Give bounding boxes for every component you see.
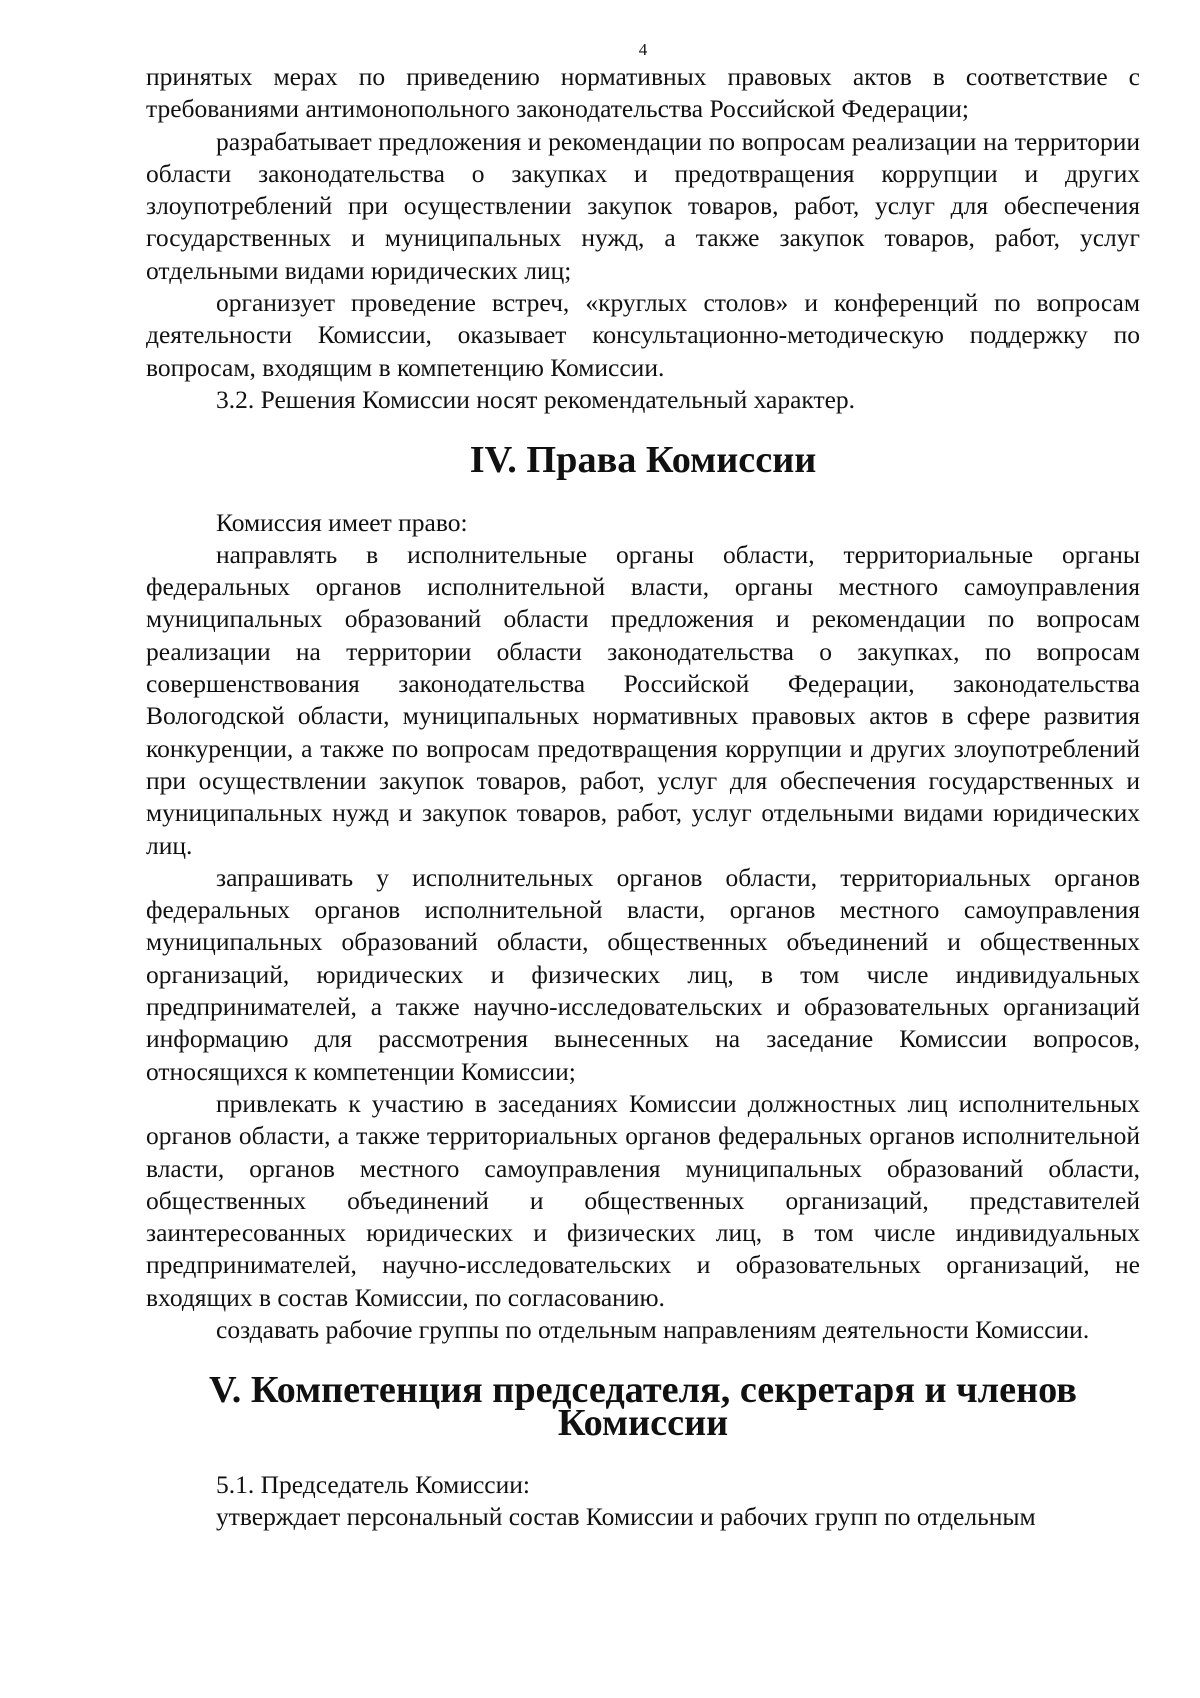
paragraph: создавать рабочие группы по отдельным направлениям деятельности Комиссии.: [216, 1314, 1090, 1344]
paragraph: принятых мерах по приведению нормативных правовых актов в соответствие с требованиями антимонопольного законодательства Российской Федерации;: [146, 62, 1140, 124]
paragraph: 5.1. Председатель Комиссии:: [216, 1469, 530, 1499]
section-heading-v: V. Компетенция председателя, секретаря и членов Комиссии: [209, 1369, 1077, 1444]
paragraph: организует проведение встреч, «круглых столов» и конференций по вопросам деятельности Комиссии, оказывает консультационно-методическую поддержку по вопросам, входящим в компетенцию Комиссии.: [146, 288, 1140, 382]
document-page: [146, 40, 1140, 1533]
paragraph: направлять в исполнительные органы области, территориальные органы федеральных органов исполнительной власти, органы местного самоуправления муниципальных образований области предложения и рекомендации по вопросам реализации на территории области законодательства о закупках, по вопросам совершенствования законодательства Российской Федерации, законодательства Вологодской области, муниципальных нормативных правовых актов в сфере развития конкуренции, а также по вопросам предотвращения коррупции и других злоупотреблений при осуществлении закупок товаров, работ, услуг для обеспечения государственных и муниципальных нужд и закупок товаров, работ, услуг отдельными видами юридических лиц.: [146, 539, 1140, 860]
paragraph: утверждает персональный состав Комиссии и рабочих групп по отдельным: [216, 1502, 1036, 1532]
paragraph: 3.2. Решения Комиссии носят рекомендательный характер.: [216, 384, 856, 414]
paragraph: Комиссия имеет право:: [216, 507, 468, 537]
page-number: 4: [638, 40, 648, 59]
paragraph: разрабатывает предложения и рекомендации по вопросам реализации на территории области законодательства о закупках и предотвращения коррупции и других злоупотреблений при осуществлении закупок товаров, работ, услуг для обеспечения государственных и муниципальных нужд, а также закупок товаров, работ, услуг отдельными видами юридических лиц;: [146, 126, 1140, 285]
paragraph: привлекать к участию в заседаниях Комиссии должностных лиц исполнительных органов области, а также территориальных органов федеральных органов исполнительной власти, органов местного самоуправления муниципальных образований области, общественных объединений и общественных организаций, представителей заинтересованных юридических и физических лиц, в том числе индивидуальных предпринимателей, научно-исследовательских и образовательных организаций, не входящих в состав Комиссии, по согласованию.: [146, 1088, 1140, 1312]
paragraph: запрашивать у исполнительных органов области, территориальных органов федеральных органов исполнительной власти, органов местного самоуправления муниципальных образований области, общественных объединений и общественных организаций, юридических и физических лиц, в том числе индивидуальных предпринимателей, а также научно-исследовательских и образовательных организаций информацию для рассмотрения вынесенных на заседание Комиссии вопросов, относящихся к компетенции Комиссии;: [146, 862, 1140, 1086]
section-heading-iv: IV. Права Комиссии: [469, 439, 817, 482]
